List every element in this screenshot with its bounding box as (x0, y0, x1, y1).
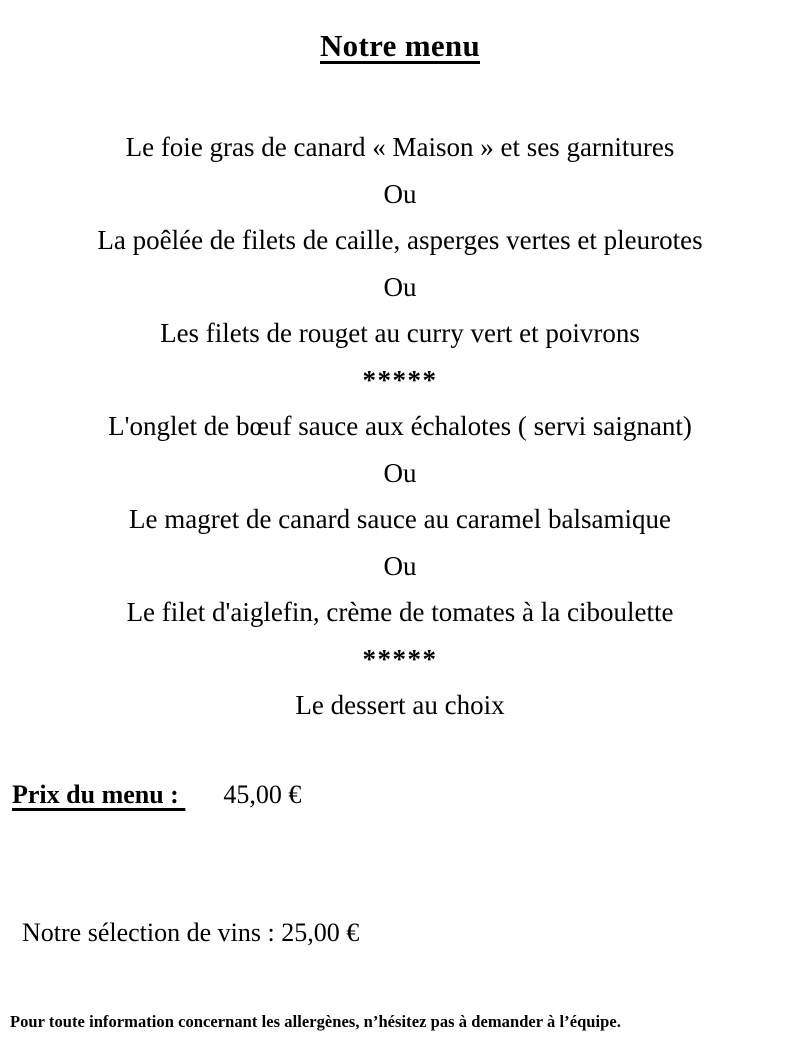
conjunction-or-1: Ou (383, 178, 417, 209)
menu-item-starter-1: Le foie gras de canard « Maison » et ses garnitures (125, 132, 675, 162)
page-title (0, 28, 800, 64)
menu-item-main-3: Le filet d'aiglefin, crème de tomates à la ciboulette (126, 597, 674, 627)
allergen-footer-note: Pour toute information concernant les allergènes, n’hésitez pas à demander à l’équipe. (10, 1012, 621, 1031)
wine-selection-line: Notre sélection de vins : 25,00 € (22, 918, 360, 947)
course-list (0, 124, 800, 729)
conjunction-or-2: Ou (383, 271, 417, 302)
conjunction-or-3: Ou (383, 457, 417, 488)
menu-item-starter-2: La poêlée de filets de caille, asperges vertes et pleurotes (97, 225, 703, 255)
menu-price-value: 45,00 € (223, 780, 302, 809)
menu-item-dessert: Le dessert au choix (295, 690, 505, 720)
menu-price-label: Prix du menu : (12, 780, 186, 809)
menu-price-row (12, 780, 301, 810)
conjunction-or-4: Ou (383, 550, 417, 581)
menu-item-starter-3: Les filets de rouget au curry vert et poivrons (160, 318, 640, 348)
menu-item-main-2: Le magret de canard sauce au caramel balsamique (129, 504, 671, 534)
section-separator-2: ***** (362, 643, 438, 674)
menu-item-main-1: L'onglet de bœuf sauce aux échalotes ( servi saignant) (108, 411, 692, 441)
page-title-text: Notre menu (320, 28, 480, 63)
section-separator-1: ***** (362, 364, 438, 395)
